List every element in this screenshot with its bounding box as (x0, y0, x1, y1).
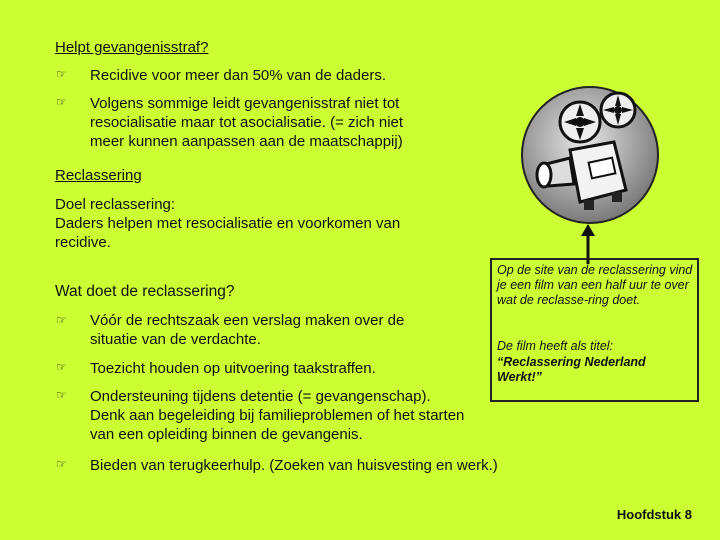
bullet-text: Toezicht houden op uitvoering taakstraffen. (90, 360, 376, 377)
pointing-hand-icon: ☞ (56, 67, 67, 81)
note-text: De film heeft als titel: (497, 339, 614, 353)
note-text: Op de site van de reclassering vind je een film van een half uur te over wat de reclasse-ring doet. (497, 263, 693, 307)
footer-chapter: Hoofdstuk 8 (616, 507, 692, 522)
pointing-hand-icon: ☞ (56, 313, 67, 327)
bullet-text: Volgens sommige leidt gevangenisstraf niet tot resocialisatie maar tot asocialisatie. (= zich niet meer kunnen aanpassen aan de maatschappij) (90, 95, 404, 150)
bullet-text: Ondersteuning tijdens detentie (= gevangenschap). Denk aan begeleiding bij familieproblemen of het starten van een opleiding binnen de gevangenis. (90, 388, 465, 443)
heading-helpt-gevangenisstraf: Helpt gevangenisstraf? (55, 39, 209, 56)
pointing-hand-icon: ☞ (56, 95, 67, 109)
goal-title: Doel reclassering: (55, 196, 176, 213)
pointing-hand-icon: ☞ (56, 457, 67, 471)
heading-reclassering: Reclassering (55, 167, 142, 184)
bullet-text: Vóór de rechtszaak een verslag maken over de situatie van de verdachte. (90, 312, 405, 348)
pointing-hand-icon: ☞ (56, 360, 67, 374)
goal-text: Daders helpen met resocialisatie en voorkomen van recidive. (55, 215, 401, 251)
heading-wat-doet: Wat doet de reclassering? (55, 283, 235, 300)
film-projector-icon (518, 80, 668, 230)
film-title: “Reclassering Nederland Werkt!” (497, 355, 646, 384)
bullet-text: Recidive voor meer dan 50% van de daders. (90, 67, 387, 84)
bullet-text: Bieden van terugkeerhulp. (Zoeken van huisvesting en werk.) (90, 457, 498, 474)
pointing-hand-icon: ☞ (56, 388, 67, 402)
